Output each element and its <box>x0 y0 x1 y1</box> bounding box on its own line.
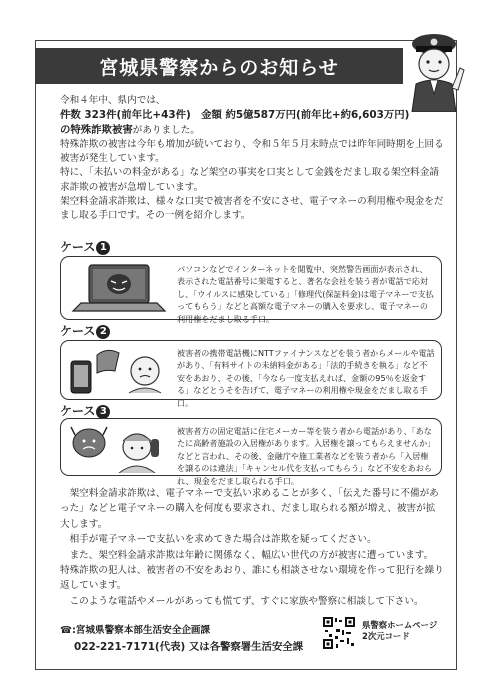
intro-para3: 特に、「未払いの料金がある」など架空の事実を口実として金銭をだまし取る架空料金請求詐欺の被害が急増しています。 <box>60 167 439 193</box>
case-label: ケース <box>60 404 96 418</box>
advice-para4: 特殊詐欺の犯人は、被害者の不安をあおり、誰にも相談させない環境を作って犯行を繰り返しています。 <box>60 565 444 592</box>
elderly-phone-illustration <box>67 425 171 473</box>
contact-dept: 宮城県警察本部生活安全企画課 <box>75 625 211 636</box>
advice-para5: このような電話やメールがあっても慌てず、すぐに家族や警察に相談して下さい。 <box>69 595 424 607</box>
qr-label <box>362 620 437 642</box>
qr-code[interactable] <box>322 616 356 650</box>
advice-para2: 相手が電子マネーで支払いを求めてきた場合は詐欺を疑ってください。 <box>69 534 377 546</box>
intro-section <box>60 94 444 224</box>
case-3-box <box>60 418 442 486</box>
case-3-heading <box>60 402 110 419</box>
case-1-text: パソコンなどでインターネットを閲覧中、突然警告画面が表示され、表示された電話番号に架電すると、著名な会社を装う者が電話で応対し、「ウイルスに感染している」「修理代(保証料金)は電子マネーで支払ってもらう」などと高額な電子マネーの購入を要求し、電子マネーの利用権をだまし取る手口。 <box>177 264 434 324</box>
contact-info <box>60 622 303 656</box>
phone-scam-illustration <box>67 347 171 395</box>
advice-para3: また、架空料金請求詐欺は年齢に関係なく、幅広い世代の方が被害に遭っています。 <box>69 549 434 561</box>
contact-dept-line: ☎:宮城県警察本部生活安全企画課 <box>60 625 211 636</box>
intro-line1: 令和４年中、県内では、 <box>60 95 166 106</box>
case-label: ケース <box>60 324 96 338</box>
case-label: ケース <box>60 240 96 254</box>
intro-para4: 架空料金請求詐欺は、様々な口実で被害者を不安にさせ、電子マネーの利用権や現金をだまし取る手口です。その一例を紹介します。 <box>60 196 444 222</box>
intro-emphasis: の特殊詐欺被害 <box>60 123 133 136</box>
case-number: 3 <box>96 405 110 419</box>
case-3-text: 被害者方の固定電話に住宅メーカー等を装う者から電話があり、「あなたに高齢者施設の入居権があります。入居権を譲ってもらえませんか」などと言われ、その後、金融庁や施工業者などを装う者から「入居権を譲るのは違法」「キャンセル代を支払ってもらう」など不安をあおられ、現金をだまし取られる手口。 <box>177 426 432 486</box>
case-2-text: 被害者の携帯電話機にNTTファイナンスなどを装う者からメールや電話があり、「有料サイトの未納料金がある」「法的手続きを執る」など不安をあおり、その後、「今なら一度支払えれば、金額の95％を返金する」などとうそを告げて、電子マネーの利用権や現金をだまし取る手口。 <box>177 348 435 408</box>
contact-phone: 022-221-7171(代表) 又は各警察署生活安全課 <box>74 641 304 653</box>
damage-stats: 件数 323件(前年比+43件) 金額 約5億587万円(前年比+約6,603万円) <box>60 109 410 122</box>
case-1-heading <box>60 238 110 255</box>
case-number: 2 <box>96 325 110 339</box>
case-2-heading <box>60 322 110 339</box>
laptop-scam-illustration <box>67 263 171 313</box>
intro-line3 <box>60 123 444 138</box>
case-1-box <box>60 256 442 324</box>
qr-label-line2: 2次元コード <box>362 631 410 641</box>
advice-para1: 架空料金請求詐欺は、電子マネーで支払い求めることが多く、「伝えた番号に不備があった」などと電子マネーの購入を何度も要求され、だまし取られる額が増え、被害が拡大します。 <box>60 488 439 530</box>
qr-label-line1: 県警察ホームページ <box>362 620 438 630</box>
intro-para2: 特殊詐欺の被害は今年も増加が続いており、令和５年５月末時点では昨年同時期を上回る被害が発生しています。 <box>60 138 444 165</box>
advice-section <box>60 486 444 609</box>
page-title: 宮城県警察からのお知らせ <box>35 48 403 84</box>
phone-icon: ☎ <box>60 625 72 636</box>
intro-line3-rest: がありました。 <box>132 124 200 136</box>
case-number: 1 <box>96 241 110 255</box>
case-2-box <box>60 340 442 408</box>
